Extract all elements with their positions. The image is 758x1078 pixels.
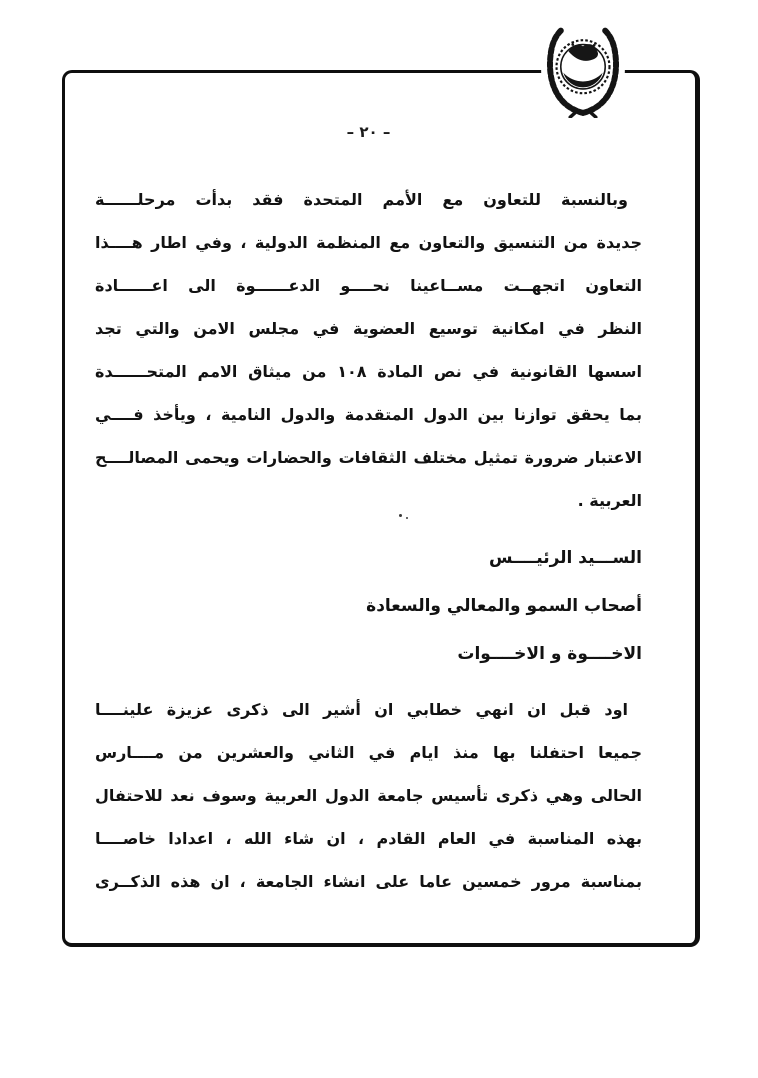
page-number: – ٢٠ – — [346, 123, 391, 141]
paragraph-2-line: اود قبل ان انهي خطابي ان أشير الى ذكرى عزيزة علينــــا — [95, 700, 628, 719]
scan-speck — [399, 514, 402, 517]
paragraph-1-line: العربية . — [577, 491, 642, 510]
paragraph-1-line: اسسها القانونية في نص المادة ١٠٨ من ميثاق الامم المتحــــــدة — [95, 362, 643, 381]
arab-league-emblem — [540, 24, 626, 118]
paragraph-2-line: الحالى وهي ذكرى تأسيس جامعة الدول العربية وسوف نعد للاحتفال — [95, 786, 642, 805]
paragraph-1-line: النظر في امكانية توسيع العضوية في مجلس الامن والتي تجد — [95, 319, 642, 338]
paragraph-1-line: جديدة من التنسيق والتعاون مع المنظمة الدولية ، وفي اطار هــــذا — [95, 233, 642, 252]
heading-line: الســـيد الرئيــــس — [489, 548, 642, 568]
paragraph-1-line: التعاون اتجهــت مســاعينا نحــــو الدعــــــوة الى اعــــــادة — [95, 276, 642, 295]
paragraph-2-line: بمناسبة مرور خمسين عاما على انشاء الجامعة ، ان هذه الذكــرى — [95, 872, 642, 891]
heading-line: أصحاب السمو والمعالي والسعادة — [366, 596, 642, 616]
page-content — [95, 122, 642, 903]
scan-speck — [406, 517, 408, 519]
paragraph-1 — [95, 178, 642, 522]
heading-line: الاخــــوة و الاخــــوات — [457, 644, 642, 664]
paragraph-1-line: وبالنسبة للتعاون مع الأمم المتحدة فقد بدأت مرحلــــــة — [95, 190, 628, 209]
paragraph-2-line: بهذه المناسبة في العام القادم ، ان شاء الله ، اعدادا خاصــــا — [95, 829, 642, 848]
paragraph-1-line: بما يحقق توازنا بين الدول المتقدمة والدول النامية ، ويأخذ فــــي — [95, 405, 642, 424]
arab-league-emblem-graphic — [540, 24, 626, 118]
paragraph-1-line: الاعتبار ضرورة تمثيل مختلف الثقافات والحضارات ويحمى المصالــــح — [95, 448, 642, 467]
letter-salutation-headings — [95, 534, 642, 678]
paragraph-2-line: جميعا احتفلنا بها منذ ايام في الثاني والعشرين من مــــارس — [95, 743, 642, 762]
paragraph-2 — [95, 688, 642, 903]
